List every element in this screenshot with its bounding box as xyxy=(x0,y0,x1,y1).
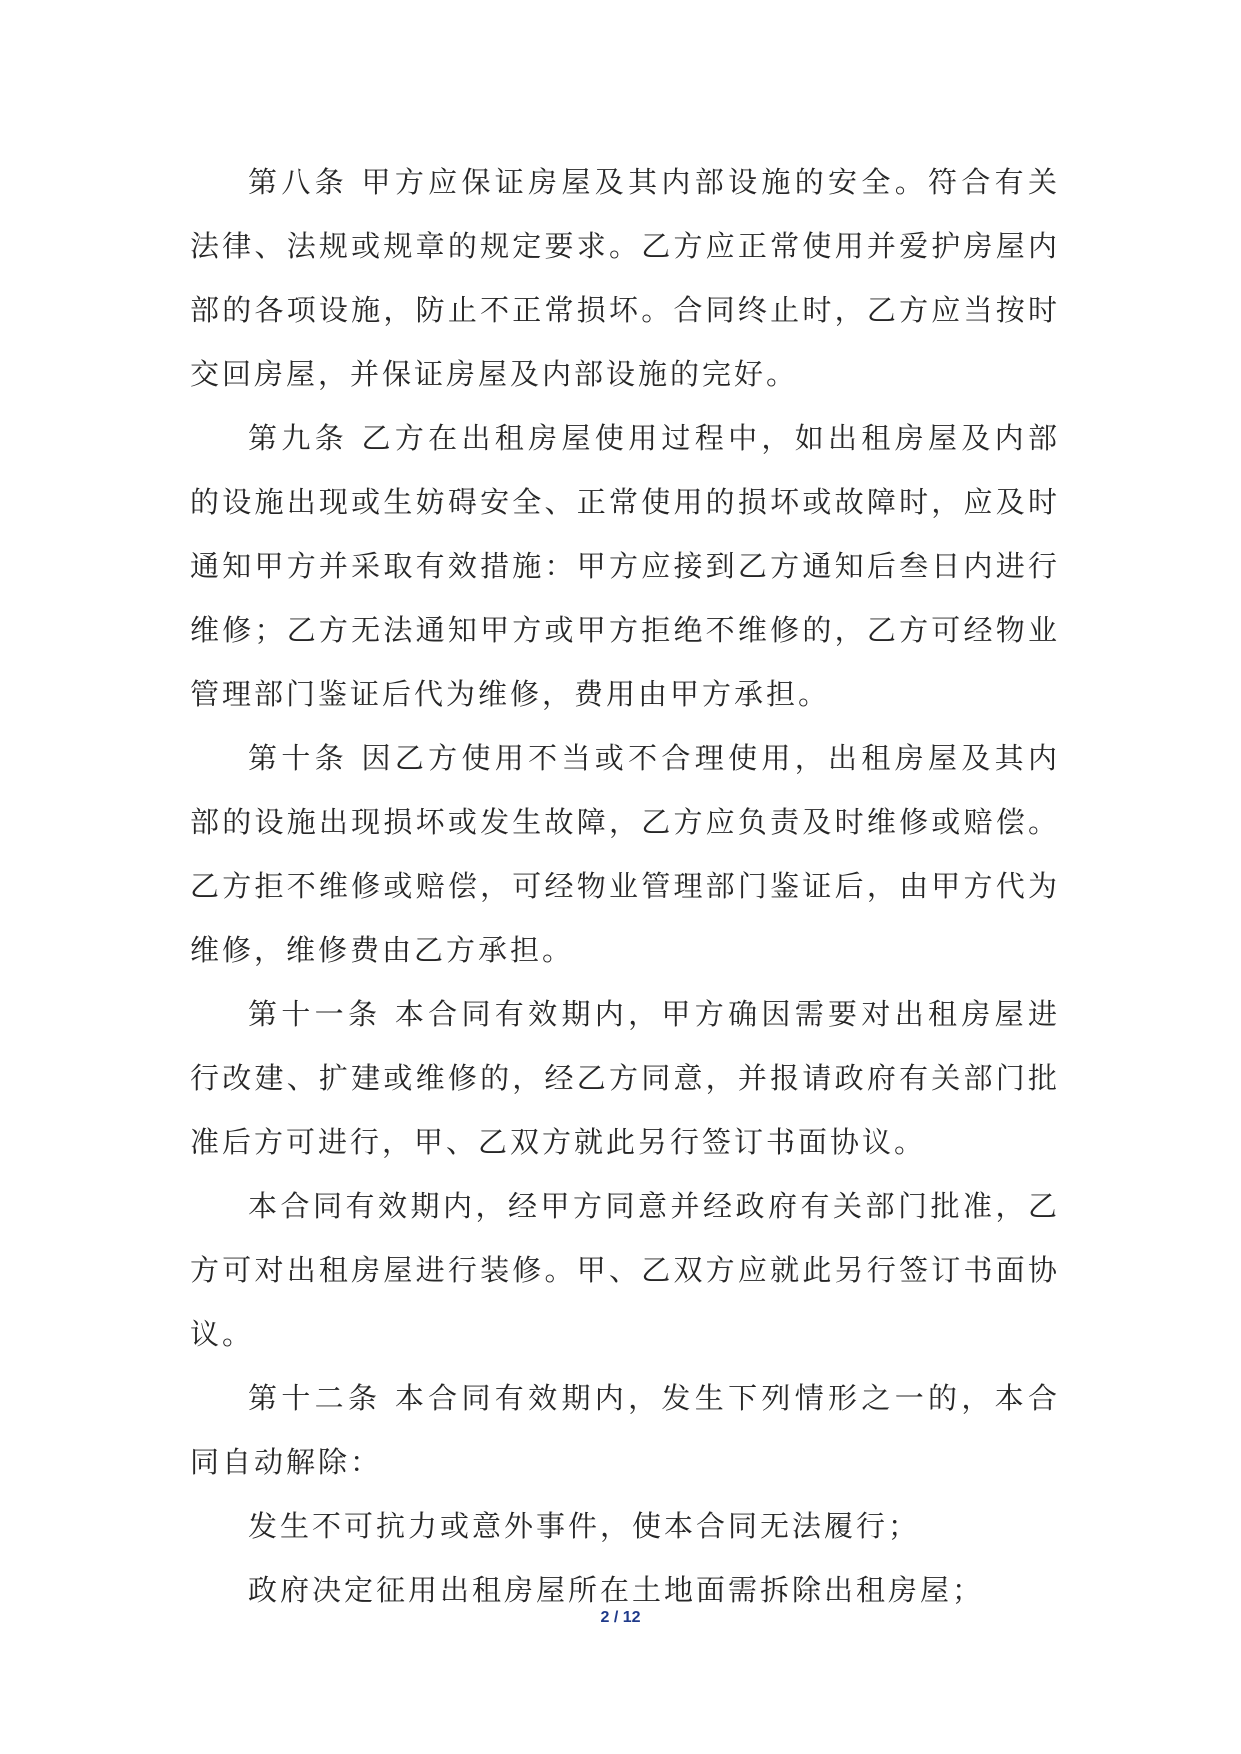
page-number: 2 / 12 xyxy=(600,1609,641,1626)
paragraph-article-10: 第十条 因乙方使用不当或不合理使用，出租房屋及其内部的设施出现损坏或发生故障，乙方应负责及时维修或赔偿。乙方拒不维修或赔偿，可经物业管理部门鉴证后，由甲方代为维修，维修费由乙方承担。 xyxy=(190,741,1060,967)
paragraph-government-requisition: 政府决定征用出租房屋所在土地面需拆除出租房屋； xyxy=(248,1573,985,1607)
paragraph-article-11: 第十一条 本合同有效期内，甲方确因需要对出租房屋进行改建、扩建或维修的，经乙方同意，并报请政府有关部门批准后方可进行，甲、乙双方就此另行签订书面协议。 xyxy=(190,997,1060,1159)
paragraph-article-9: 第九条 乙方在出租房屋使用过程中，如出租房屋及内部的设施出现或生妨碍安全、正常使用的损坏或故障时，应及时通知甲方并采取有效措施：甲方应接到乙方通知后叁日内进行维修；乙方无法通知甲方或甲方拒绝不维修的，乙方可经物业管理部门鉴证后代为维修，费用由甲方承担。 xyxy=(190,421,1060,711)
paragraph-article-12: 第十二条 本合同有效期内，发生下列情形之一的，本合同自动解除： xyxy=(190,1381,1060,1479)
paragraph-article-8: 第八条 甲方应保证房屋及其内部设施的安全。符合有关法律、法规或规章的规定要求。乙方应正常使用并爱护房屋内部的各项设施，防止不正常损坏。合同终止时，乙方应当按时交回房屋，并保证房屋及内部设施的完好。 xyxy=(190,165,1060,391)
document-body xyxy=(190,150,1060,1622)
paragraph-renovation: 本合同有效期内，经甲方同意并经政府有关部门批准，乙方可对出租房屋进行装修。甲、乙双方应就此另行签订书面协议。 xyxy=(190,1189,1060,1351)
paragraph-force-majeure: 发生不可抗力或意外事件，使本合同无法履行； xyxy=(248,1509,921,1543)
